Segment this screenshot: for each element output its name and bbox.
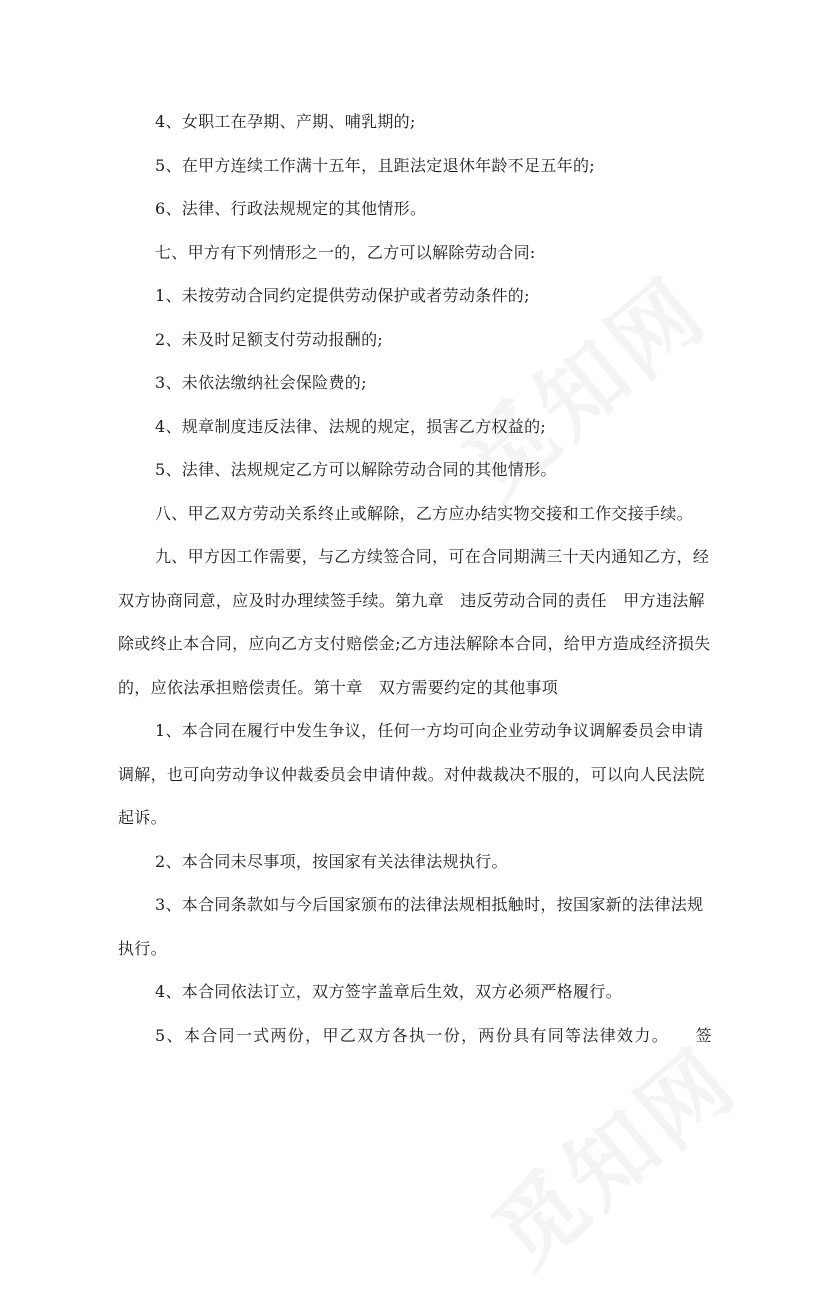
paragraph: 1、本合同在履行中发生争议，任何一方均可向企业劳动争议调解委员会申请调解，也可向劳动争议仲裁委员会申请仲裁。对仲裁裁决不服的，可以向人民法院起诉。 [118,721,705,827]
paragraph: 1、未按劳动合同约定提供劳动保护或者劳动条件的; [155,286,530,305]
paragraph: 4、本合同依法订立，双方签字盖章后生效，双方必须严格履行。 [155,982,622,1001]
section-heading: 八、甲乙双方劳动关系终止或解除，乙方应办结实物交接和工作交接手续。 [155,503,693,523]
paragraph: 3、未依法缴纳社会保险费的; [155,373,367,392]
paragraph: 4、规章制度违反法律、法规的规定，损害乙方权益的; [155,416,547,436]
section-heading: 七、甲方有下列情形之一的，乙方可以解除劳动合同: [155,242,536,262]
paragraph: 2、未及时足额支付劳动报酬的; [155,329,384,349]
paragraph: 6、法律、行政法规规定的其他情形。 [155,199,427,218]
section-heading: 九、甲方因工作需要，与乙方续签合同，可在合同期满三十天内通知乙方，经双方协商同意，应及时办理续签手续。第九章 违反劳动合同的责任 甲方违法解除或终止本合同，应向乙方支付赔偿金;乙方违法解除本合同，给甲方造成经济损失的，应依法承担赔偿责任。第十章 双方需要约定的其他事项 [118,547,711,697]
paragraph: 2、本合同未尽事项，按国家有关法律法规执行。 [155,851,508,871]
paragraph: 3、本合同条款如与今后国家颁布的法律法规相抵触时，按国家新的法律法规执行。 [118,895,704,958]
paragraph: 5、在甲方连续工作满十五年，且距法定退休年龄不足五年的; [155,155,595,175]
document-body [118,100,712,1057]
paragraph: 5、法律、法规规定乙方可以解除劳动合同的其他情形。 [155,460,557,479]
paragraph: 5、本合同一式两份，甲乙双方各执一份，两份具有同等法律效力。 签 [155,1025,712,1045]
paragraph: 4、女职工在孕期、产期、哺乳期的; [155,112,416,131]
